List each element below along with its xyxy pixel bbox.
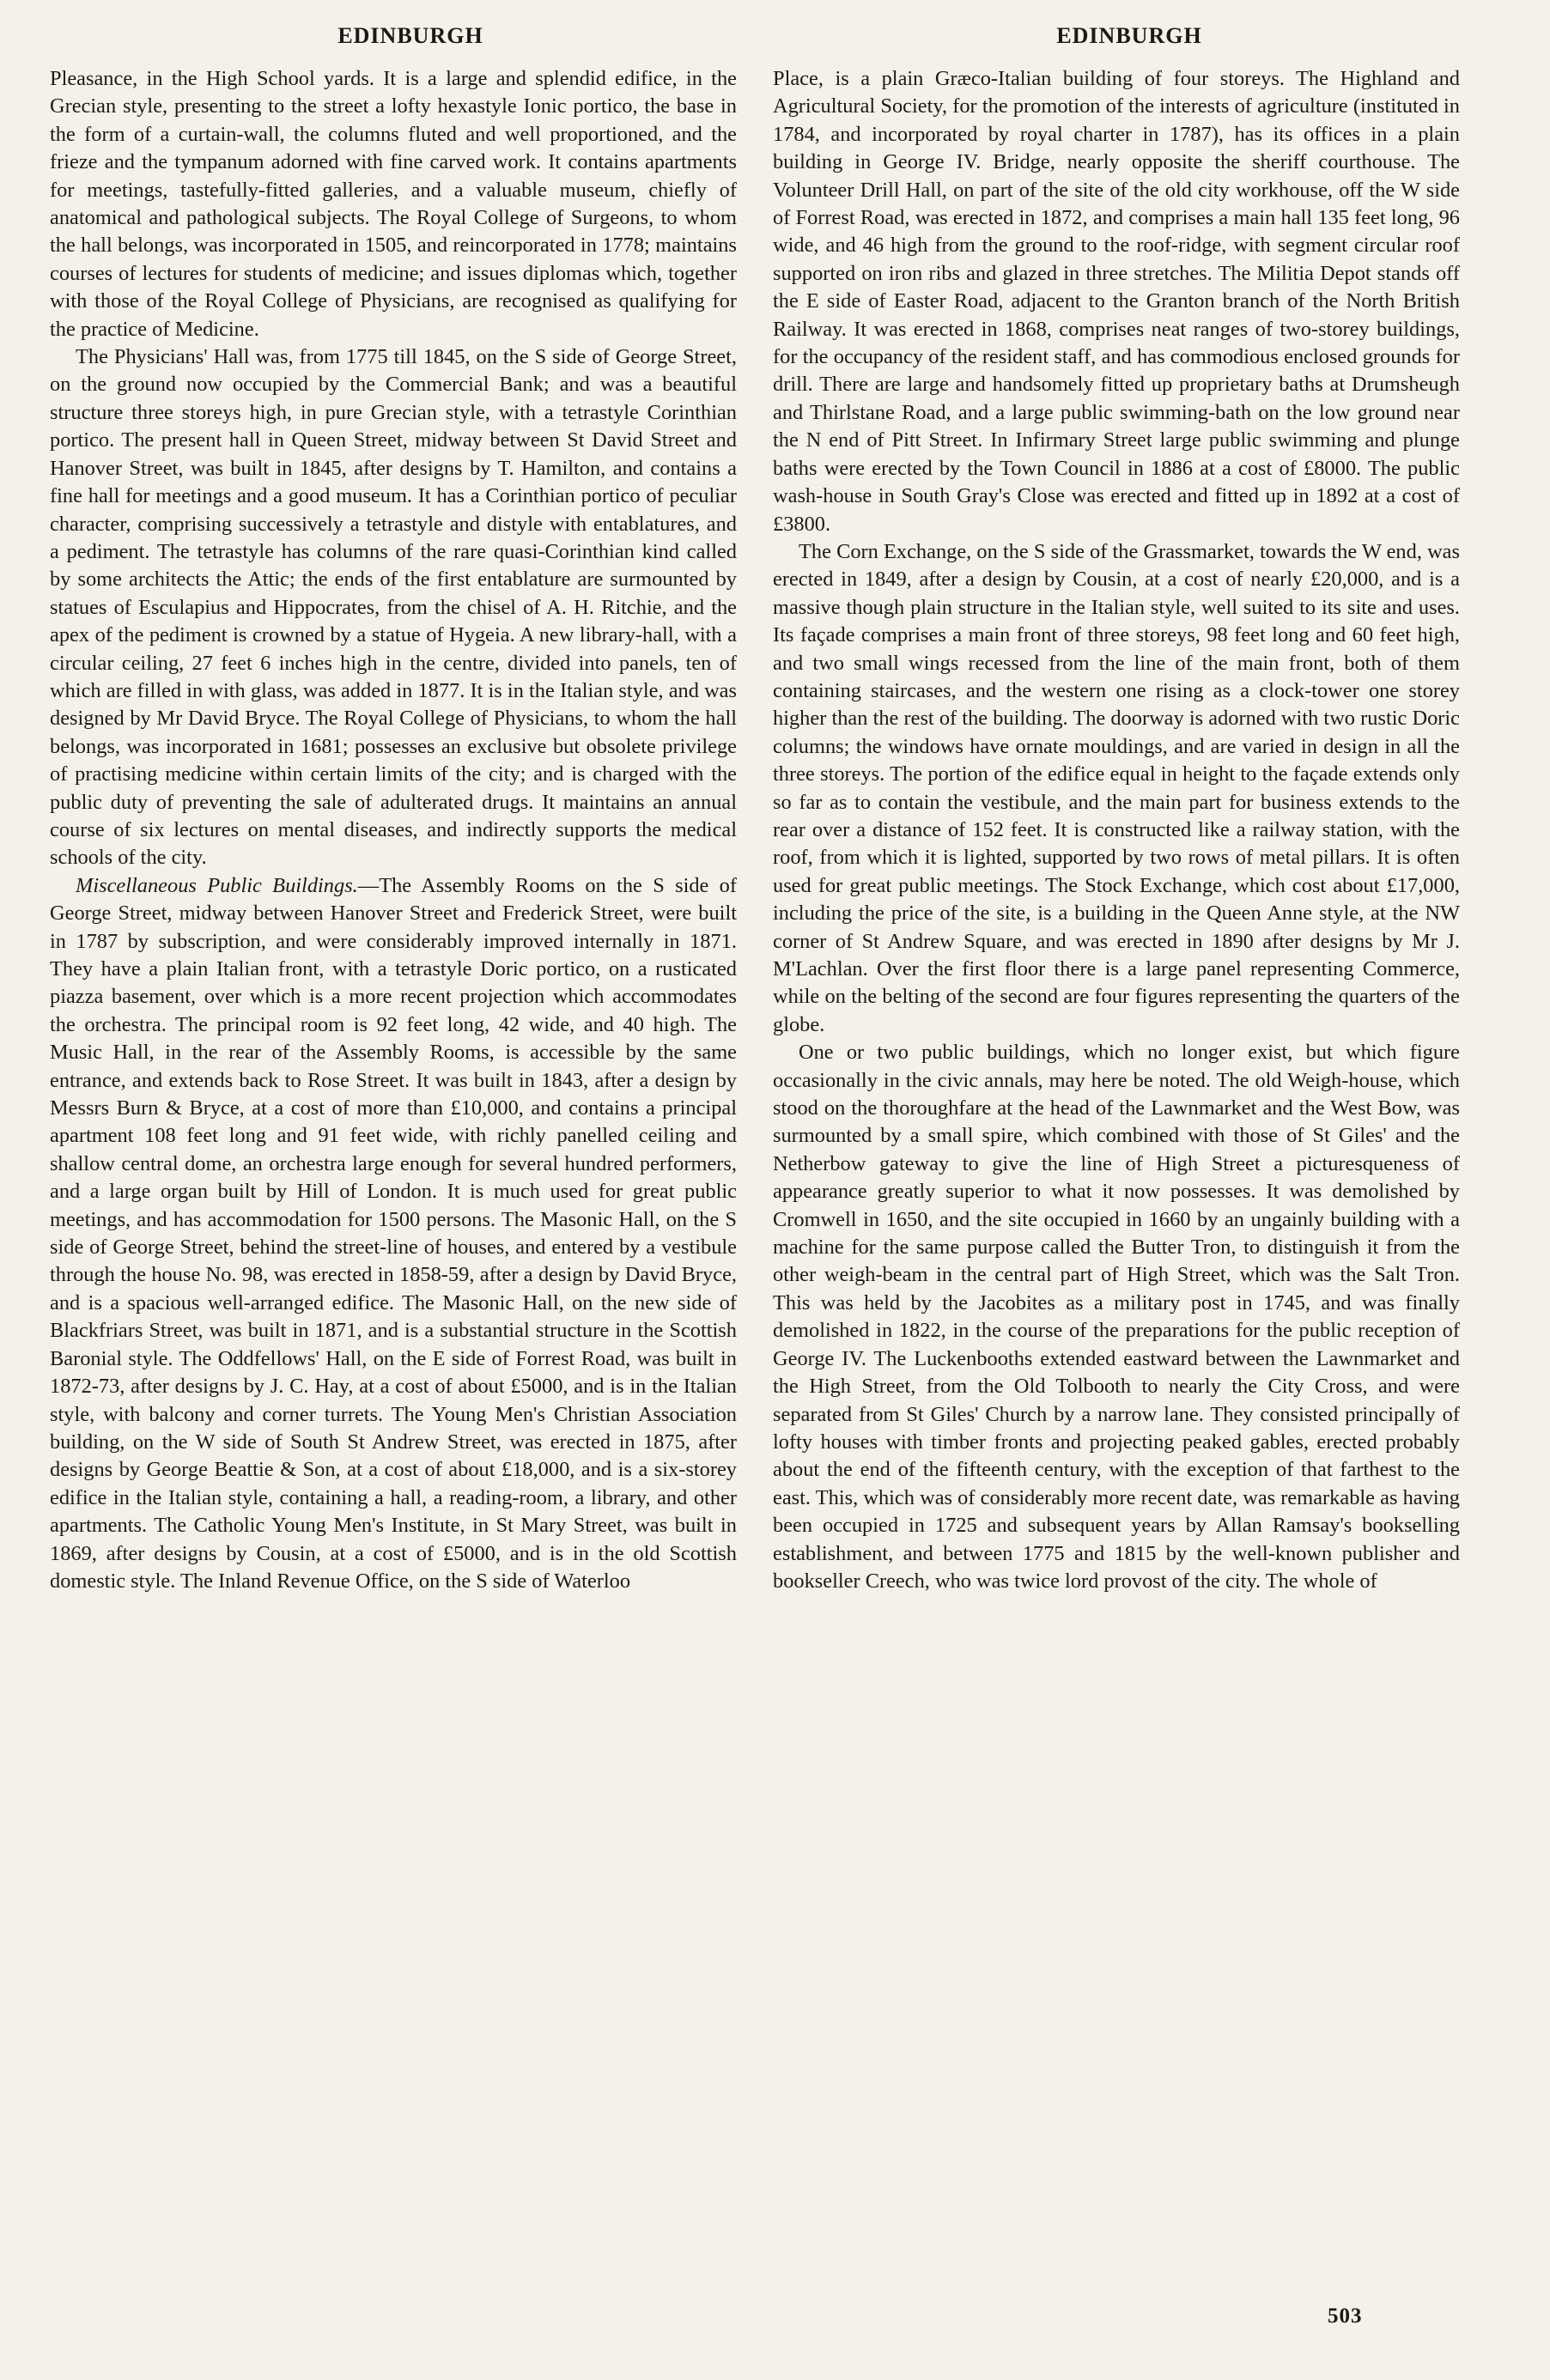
paragraph: Pleasance, in the High School yards. It is a large and splendid edifice, in the Grecian style, presenting to the street a lofty hexastyle Ionic portico, the base in the form of a curtain-wall, the columns fluted and well proportioned, and the frieze and the tympanum adorned with fine carved work. It contains apartments for meetings, tastefully-fitted galleries, and a valuable museum, chiefly of anatomical and pathological subjects. The Royal College of Surgeons, to whom the hall belongs, was incorporated in 1505, and reincorporated in 1778; maintains courses of lectures for students of medicine; and issues diplomas which, together with those of the Royal College of Physicians, are recognised as qualifying for the practice of Medicine. — [50, 67, 737, 341]
page-number: 503 — [1328, 2304, 1363, 2328]
paragraph-body: —The Assembly Rooms on the S side of George Street, midway between Hanover Street and Frederick Street, were built in 1787 by subscription, and were considerably improved internally in 1871. They have a plain Italian front, with a tetrastyle Doric portico, on a rusticated piazza basement, over which is a more recent projection which accommodates the orchestra. The principal room is 92 feet long, 42 wide, and 40 high. The Music Hall, in the rear of the Assembly Rooms, is accessible by the same entrance, and extends back to Rose Street. It was built in 1843, after a design by Messrs Burn & Bryce, at a cost of more than £10,000, and contains a principal apartment 108 feet long and 91 feet wide, with richly panelled ceiling and shallow central dome, an orchestra large enough for several hundred performers, and a large organ built by Hill of London. It is much used for great public meetings, and has accommodation for 1500 persons. The Masonic Hall, on the S side of George Street, behind the street-line of houses, and entered by a vestibule through the house No. 98, was erected in 1858-59, after a design by David Bryce, and is a spacious well-arranged edifice. The Masonic Hall, on the new side of Blackfriars Street, was built in 1871, and is a substantial structure in the Scottish Baronial style. The Oddfellows' Hall, on the E side of Forrest Road, was built in 1872-73, after designs by J. C. Hay, at a cost of about £5000, and is in the Italian style, with balcony and corner turrets. The Young Men's Christian Association building, on the W side of South St Andrew Street, was erected in 1875, after designs by George Beattie & Son, at a cost of about £18,000, and is a six-storey edifice in the Italian style, containing a hall, a reading-room, a library, and other apartments. The Catholic Young Men's Institute, in St Mary Street, was built in 1869, after designs by Cousin, at a cost of £5000, and is in the old Scottish domestic style. The Inland Revenue Office, on the S side of Waterloo — [50, 873, 737, 1593]
right-column — [773, 19, 1460, 1595]
paragraph: Place, is a plain Græco-Italian building of four storeys. The Highland and Agricultural Society, for the promotion of the interests of agriculture (instituted in 1784, and incorporated by royal charter in 1787), has its offices in a plain building in George IV. Bridge, nearly opposite the sheriff courthouse. The Volunteer Drill Hall, on part of the site of the old city workhouse, off the W side of Forrest Road, was erected in 1872, and comprises a main hall 135 feet long, 96 wide, and 46 high from the ground to the roof-ridge, with segment circular roof supported on iron ribs and glazed in three stretches. The Militia Depot stands off the E side of Easter Road, adjacent to the Granton branch of the North British Railway. It was erected in 1868, comprises neat ranges of two-storey buildings, for the occupancy of the resident staff, and has commodious enclosed grounds for drill. There are large and handsomely fitted up proprietary baths at Drumsheugh and Thirlstane Road, and a large public swimming-bath on the low ground near the N end of Pitt Street. In Infirmary Street large public swimming and plunge baths were erected by the Town Council in 1886 at a cost of £8000. The public wash-house in South Gray's Close was erected and fitted up in 1892 at a cost of £3800. — [773, 67, 1460, 536]
left-column — [50, 19, 737, 1595]
paragraph — [50, 872, 737, 1596]
paragraph: One or two public buildings, which no longer exist, but which figure occasionally in the civic annals, may here be noted. The old Weigh-house, which stood on the thoroughfare at the head of the Lawnmarket and the West Bow, was surmounted by a small spire, which combined with those of St Giles' and the Netherbow gateway to give the line of High Street a picturesqueness of appearance greatly superior to what it now possesses. It was demolished by Cromwell in 1650, and the site occupied in 1660 by an ungainly building with a machine for the same purpose called the Butter Tron, to distinguish it from the other weigh-beam in the central part of High Street, which was the Salt Tron. This was held by the Jacobites as a military post in 1745, and was finally demolished in 1822, in the course of the preparations for the public reception of George IV. The Luckenbooths extended eastward between the Lawnmarket and the High Street, from the Old Tolbooth to nearly the City Cross, and were separated from St Giles' Church by a narrow lane. They consisted principally of lofty houses with timber fronts and projecting peaked gables, erected probably about the end of the fifteenth century, with the exception of that farthest to the east. This, which was of considerably more recent date, was remarkable as having been occupied in 1725 and subsequent years by Allan Ramsay's bookselling establishment, and between 1775 and 1815 by the well-known publisher and bookseller Creech, who was twice lord provost of the city. The whole of — [773, 1041, 1460, 1593]
left-column-text — [50, 65, 737, 1595]
running-head-left: EDINBURGH — [337, 23, 483, 48]
running-head-right: EDINBURGH — [1056, 23, 1202, 48]
right-column-text — [773, 65, 1460, 1595]
section-heading: Miscellaneous Public Buildings. — [76, 873, 358, 897]
paragraph: The Corn Exchange, on the S side of the Grassmarket, towards the W end, was erected in 1849, after a design by Cousin, at a cost of nearly £20,000, and is a massive though plain structure in the Italian style, well suited to its site and uses. Its façade comprises a main front of three storeys, 98 feet long and 60 feet high, and two small wings recessed from the line of the main front, both of them containing staircases, and the western one rising as a clock-tower one storey higher than the rest of the building. The doorway is adorned with two rustic Doric columns; the windows have ornate mouldings, and are varied in design in all the three storeys. The portion of the edifice equal in height to the façade extends only so far as to contain the vestibule, and the main part for business extends to the rear over a distance of 152 feet. It is constructed like a railway station, with the roof, from which it is lighted, supported by two rows of metal pillars. It is often used for great public meetings. The Stock Exchange, which cost about £17,000, including the price of the site, is a building in the Queen Anne style, at the NW corner of St Andrew Square, and was erected in 1890 after designs by Mr J. M'Lachlan. Over the first floor there is a large panel representing Commerce, while on the belting of the second are four figures representing the quarters of the globe. — [773, 539, 1460, 1036]
paragraph: The Physicians' Hall was, from 1775 till 1845, on the S side of George Street, on the ground now occupied by the Commercial Bank; and was a beautiful structure three storeys high, in pure Grecian style, with a tetrastyle Corinthian portico. The present hall in Queen Street, midway between St David Street and Hanover Street, was built in 1845, after designs by T. Hamilton, and contains a fine hall for meetings and a good museum. It has a Corinthian portico of peculiar character, comprising successively a tetrastyle and distyle with entablatures, and a pediment. The tetrastyle has columns of the rare quasi-Corinthian kind called by some architects the Attic; the ends of the first entablature are surmounted by statues of Esculapius and Hippocrates, from the chisel of A. H. Ritchie, and the apex of the pediment is crowned by a statue of Hygeia. A new library-hall, with a circular ceiling, 27 feet 6 inches high in the centre, divided into panels, ten of which are filled in with glass, was added in 1877. It is in the Italian style, and was designed by Mr David Bryce. The Royal College of Physicians, to whom the hall belongs, was incorporated in 1681; possesses an exclusive but obsolete privilege of practising medicine within certain limits of the city; and is charged with the public duty of preventing the sale of adulterated drugs. It maintains an annual course of six lectures on mental diseases, and indirectly supports the medical schools of the city. — [50, 345, 737, 870]
